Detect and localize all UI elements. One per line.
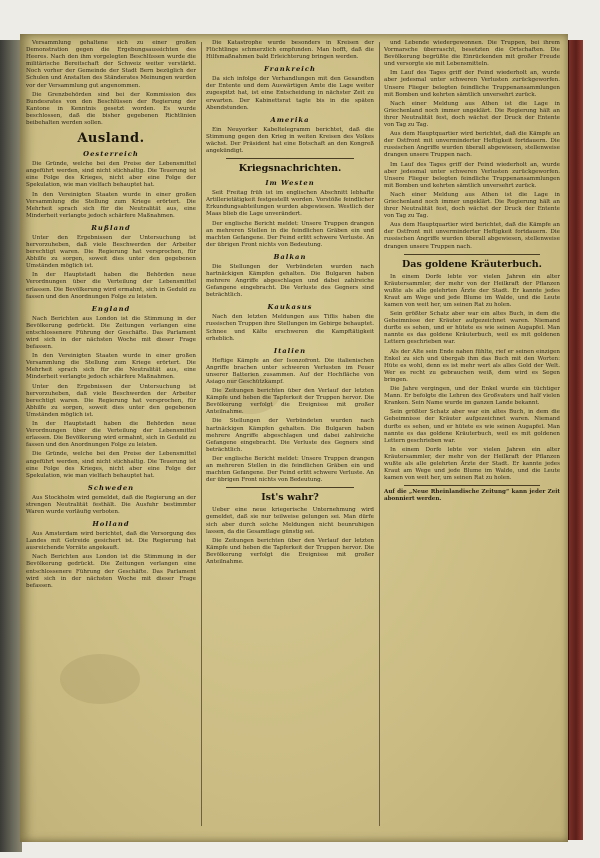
book-binding-left bbox=[0, 40, 22, 852]
article-text: Die Stellungen der Verbündeten wurden nach hartnäckigen Kämpfen gehalten. Die Bulgaren haben mehrere Angriffe abgeschlagen und dabei zahlreiche Gefangene eingebracht. Die Verluste des Gegners sind beträchtlich. bbox=[206, 263, 374, 299]
article-text: Nach Berichten aus London ist die Stimmung in der Bevölkerung gedrückt. Die Zeitungen verlangen eine entschlossenere Führung der Geschäfte. Das Parlament wird sich in der nächsten Woche mit dieser Frage befassen. bbox=[26, 315, 196, 351]
article-text: Heftige Kämpfe an der Isonzofront. Die italienischen Angriffe brachen unter schweren Verlusten im Feuer unserer Batterien zusammen. Auf der Hochfläche von Asiago nur Geschützkampf. bbox=[206, 357, 374, 385]
article-text: Aus Stockholm wird gemeldet, daß die Regierung an der strengen Neutralität festhält. Die Ausfuhr bestimmter Waren wurde vorläufig verboten. bbox=[26, 494, 196, 515]
subheading-amerika: Amerika bbox=[270, 115, 310, 124]
article-text: Seit Freitag früh ist im englischen Abschnitt lebhafte Artillerietätigkeit festgestellt worden. Vorstöße feindlicher Erkundungsabteilungen wurden abgewiesen. Westlich der Maas blieb die Lage unverändert. bbox=[206, 190, 374, 218]
article-text: In einem Dorfe lebte vor vielen Jahren ein alter Kräutersammler, der mehr von der Heilkraft der Pflanzen wußte als alle gelehrten Ärzte der Stadt. Er kannte jedes Kraut am Wege und jede Blume im Walde, und die Leute kamen von weit her, um seinen Rat zu holen. bbox=[384, 446, 560, 482]
divider bbox=[226, 487, 354, 488]
article-text: In den Vereinigten Staaten wurde in einer großen Versammlung die Stellung zum Kriege erörtert. Die Mehrheit sprach sich für die Neutralität aus, eine Minderheit verlangte jedoch schärfere Maßnahmen. bbox=[26, 191, 196, 219]
article-text: Aus dem Hauptquartier wird berichtet, daß die Kämpfe an der Ostfront mit unverminderter Heftigkeit fortdauern. Die russischen Angriffe wurden überall abgewiesen, stellenweise drangen unsere Truppen nach. bbox=[384, 131, 560, 159]
newspaper-page bbox=[20, 34, 568, 842]
article-text: Die Zeitungen berichten über den Verlauf der letzten Kämpfe und heben die Tapferkeit der Truppen hervor. Die Bevölkerung verfolgt die Ereignisse mit großer Anteilnahme. bbox=[206, 388, 374, 416]
article-text: Die Zeitungen berichten über den Verlauf der letzten Kämpfe und heben die Tapferkeit der Truppen hervor. Die Bevölkerung verfolgt die Ereignisse mit großer Anteilnahme. bbox=[206, 537, 374, 565]
article-text: Die Jahre vergingen, und der Enkel wurde ein tüchtiger Mann. Er befolgte die Lehren des Großvaters und half vielen Kranken. Sein Name wurde im ganzen Lande bekannt. bbox=[384, 386, 560, 407]
article-text: Unter den Ergebnissen der Untersuchung ist hervorzuheben, daß viele Beschwerden der Arbeiter berechtigt waren. Die Regierung hat versprochen, für Abhilfe zu sorgen, soweit dies unter den gegebenen Umständen möglich ist. bbox=[26, 383, 196, 418]
article-text: Der englische Bericht meldet: Unsere Truppen drangen an mehreren Stellen in die feindlichen Gräben ein und machten Gefangene. Der Feind erlitt schwere Verluste. An der übrigen Front nichts von Bedeutung. bbox=[206, 220, 374, 248]
article-text: Die Grenzbehörden sind bei der Kommission des Bundesrates von den Beschlüssen der Regierung der Kantone in Kenntnis gesetzt worden. Es wurde beschlossen, daß die bisher gegebenen Richtlinien beibehalten werden sollen. bbox=[26, 91, 196, 127]
article-text: Im Lauf des Tages griff der Feind wiederholt an, wurde aber jedesmal unter schweren Verlusten zurückgeworfen. Unsere Flieger belegten feindliche Truppenansammlungen mit Bomben und kehrten sämtlich unversehrt zurück. bbox=[384, 70, 560, 98]
article-text: Nach Berichten aus London ist die Stimmung in der Bevölkerung gedrückt. Die Zeitungen verlangen eine entschlossenere Führung der Geschäfte. Das Parlament wird sich in der nächsten Woche mit dieser Frage befassen. bbox=[26, 554, 196, 589]
column-3 bbox=[384, 40, 560, 828]
article-text: Aus Amsterdam wird berichtet, daß die Versorgung des Landes mit Getreide gesichert ist. Die Regierung hat ausreichende Vorräte angekauft. bbox=[26, 531, 196, 552]
article-text: Sein größter Schatz aber war ein altes Buch, in dem die Geheimnisse der Kräuter aufgezeichnet waren. Niemand durfte es sehen, und er hütete es wie seinen Augapfel. Man nannte es das goldene Kräuterbuch, weil es mit goldenen Lettern geschrieben war. bbox=[384, 409, 560, 444]
divider bbox=[226, 158, 354, 159]
article-text: Die Stellungen der Verbündeten wurden nach hartnäckigen Kämpfen gehalten. Die Bulgaren haben mehrere Angriffe abgeschlagen und dabei zahlreiche Gefangene eingebracht. Die Verluste des Gegners sind beträchtlich. bbox=[206, 418, 374, 453]
subheading-england: England bbox=[91, 304, 131, 313]
book-spine-right bbox=[568, 40, 583, 840]
article-text: Nach den letzten Meldungen aus Tiflis haben die russischen Truppen ihre Stellungen im Gebirge behauptet. Schnee und Kälte erschweren die Kampftätigkeit erheblich. bbox=[206, 314, 374, 342]
subscription-notice: Auf die „Neue Rheinlandische Zeitung“ kann jeder Zeit abonniert werden. bbox=[384, 489, 560, 503]
article-text: Nach einer Meldung aus Athen ist die Lage in Griechenland noch immer ungeklärt. Die Regierung hält an ihrer Neutralität fest, doch wächst der Druck der Entente von Tag zu Tag. bbox=[384, 191, 560, 220]
subheading-westen: Im Westen bbox=[265, 179, 315, 188]
article-text: Sein größter Schatz aber war ein altes Buch, in dem die Geheimnisse der Kräuter aufgezeichnet waren. Niemand durfte es sehen, und er hütete es wie seinen Augapfel. Man nannte es das goldene Kräuterbuch, weil es mit goldenen Lettern geschrieben war. bbox=[384, 311, 560, 346]
section-heading-ausland: Ausland. bbox=[77, 131, 145, 147]
article-text: Ein Neuyorker Kabeltelegramm berichtet, daß die Stimmung gegen den Krieg in weiten Kreisen des Volkes wächst. Der Präsident hat eine Botschaft an den Kongreß angekündigt. bbox=[206, 126, 374, 155]
subheading-russland: Rußland bbox=[91, 223, 131, 232]
divider bbox=[404, 485, 540, 486]
article-text: Die Katastrophe wurde besonders in Kreisen der Flüchtlinge schmerzlich empfunden. Man hofft, daß die Hilfsmaßnahmen bald Erleichterung bringen werden. bbox=[206, 40, 374, 61]
subheading-balkan: Balkan bbox=[273, 252, 307, 261]
subheading-italien: Italien bbox=[273, 346, 307, 355]
column-2 bbox=[206, 40, 374, 828]
subheading-schweden: Schweden bbox=[87, 483, 135, 492]
subheading-kaukasus: Kaukasus bbox=[267, 303, 313, 312]
subheading-oesterreich: Oesterreich bbox=[83, 150, 139, 159]
article-text: Ueber eine neue kriegerische Unternehmung wird gemeldet, daß sie nur teilweise gelungen sei. Man dürfe sich aber durch solche Meldungen nicht beunruhigen lassen, da die Gesamtlage günstig sei. bbox=[206, 507, 374, 535]
article-text: Nach einer Meldung aus Athen ist die Lage in Griechenland noch immer ungeklärt. Die Regierung hält an ihrer Neutralität fest, doch wächst der Druck der Entente von Tag zu Tag. bbox=[384, 100, 560, 129]
column-rule bbox=[379, 42, 380, 826]
article-text: Versammlung gehaltene sich zu einer großen Demonstration gegen die Ergebungsaussichten des Heeres. Nach den ihm vorgelegten Beschlüssen wurde die militärische Bereitschaft der Schweiz weiter verstärkt. Noch vorher der Gemeinde der Stadt Bern bezüglich der Schulen und Anstalten des Ständerates Meinungen wurden vor der Versammlung gut angenommen. bbox=[26, 40, 196, 89]
article-text: Als der Alte sein Ende nahen fühlte, rief er seinen einzigen Enkel zu sich und übergab ihm das Buch mit den Worten: Hüte es wohl, denn es ist mehr wert als alles Gold der Welt. Wer es recht zu gebrauchen weiß, dem wird es Segen bringen. bbox=[384, 348, 560, 383]
section-heading-kraeuterbuch: Das goldene Kräuterbuch. bbox=[402, 258, 542, 270]
article-text: Im Lauf des Tages griff der Feind wiederholt an, wurde aber jedesmal unter schweren Verlusten zurückgeworfen. Unsere Flieger belegten feindliche Truppenansammlungen mit Bomben und kehrten sämtlich unversehrt zurück. bbox=[384, 161, 560, 189]
article-text: In der Hauptstadt haben die Behörden neue Verordnungen über die Verteilung der Lebensmittel erlassen. Die Bevölkerung wird ermahnt, sich in Geduld zu fassen und den Anordnungen Folge zu leisten. bbox=[26, 272, 196, 300]
column-rule bbox=[201, 42, 202, 826]
subheading-frankreich: Frankreich bbox=[264, 65, 316, 74]
divider bbox=[404, 254, 540, 255]
section-heading-kriegsnachrichten: Kriegsnachrichten. bbox=[238, 163, 342, 175]
article-text: Der englische Bericht meldet: Unsere Truppen drangen an mehreren Stellen in die feindlichen Gräben ein und machten Gefangene. Der Feind erlitt schwere Verluste. An der übrigen Front nichts von Bedeutung. bbox=[206, 455, 374, 484]
article-text: In den Vereinigten Staaten wurde in einer großen Versammlung die Stellung zum Kriege erörtert. Die Mehrheit sprach sich für die Neutralität aus, eine Minderheit verlangte jedoch schärfere Maßnahmen. bbox=[26, 353, 196, 381]
subheading-holland: Holland bbox=[92, 520, 130, 529]
article-text: In einem Dorfe lebte vor vielen Jahren ein alter Kräutersammler, der mehr von der Heilkraft der Pflanzen wußte als alle gelehrten Ärzte der Stadt. Er kannte jedes Kraut am Wege und jede Blume im Walde, und die Leute kamen von weit her, um seinen Rat zu holen. bbox=[384, 273, 560, 308]
article-text: und Lebende wiedergewonnen. Die Truppen, bei ihrem Vormarsche überrascht, besetzten die Ortschaften. Die Bevölkerung begrüßte die Einrückenden mit großer Freude und versorgte sie mit Lebensmitteln. bbox=[384, 40, 560, 68]
article-text: Aus dem Hauptquartier wird berichtet, daß die Kämpfe an der Ostfront mit unverminderter Heftigkeit fortdauern. Die russischen Angriffe wurden überall abgewiesen, stellenweise drangen unsere Truppen nach. bbox=[384, 222, 560, 250]
article-text: Die Gründe, welche bei den Preise der Lebensmittel angeführt werden, sind nicht stichhaltig. Die Teuerung ist eine Folge des Krieges, nicht aber eine Folge der Spekulation, wie man vielfach behauptet hat. bbox=[26, 451, 196, 479]
article-text: Die Gründe, welche bei den Preise der Lebensmittel angeführt werden, sind nicht stichhaltig. Die Teuerung ist eine Folge des Krieges, nicht aber eine Folge der Spekulation, wie man vielfach behauptet hat. bbox=[26, 161, 196, 189]
article-text: In der Hauptstadt haben die Behörden neue Verordnungen über die Verteilung der Lebensmittel erlassen. Die Bevölkerung wird ermahnt, sich in Geduld zu fassen und den Anordnungen Folge zu leisten. bbox=[26, 421, 196, 449]
section-heading-ist-s-wahr: Ist's wahr? bbox=[261, 492, 319, 504]
article-text: Da sich infolge der Verhandlungen mit den Gesandten der Entente und dem Auswärtigen Amte die Lage weiter zugespitzt hat, ist eine Entscheidung in nächster Zeit zu erwarten. Der Kabinettsrat tagte bis in die späten Abendstunden. bbox=[206, 76, 374, 111]
article-text: Unter den Ergebnissen der Untersuchung ist hervorzuheben, daß viele Beschwerden der Arbeiter berechtigt waren. Die Regierung hat versprochen, für Abhilfe zu sorgen, soweit dies unter den gegebenen Umständen möglich ist. bbox=[26, 234, 196, 270]
column-1 bbox=[26, 40, 196, 828]
